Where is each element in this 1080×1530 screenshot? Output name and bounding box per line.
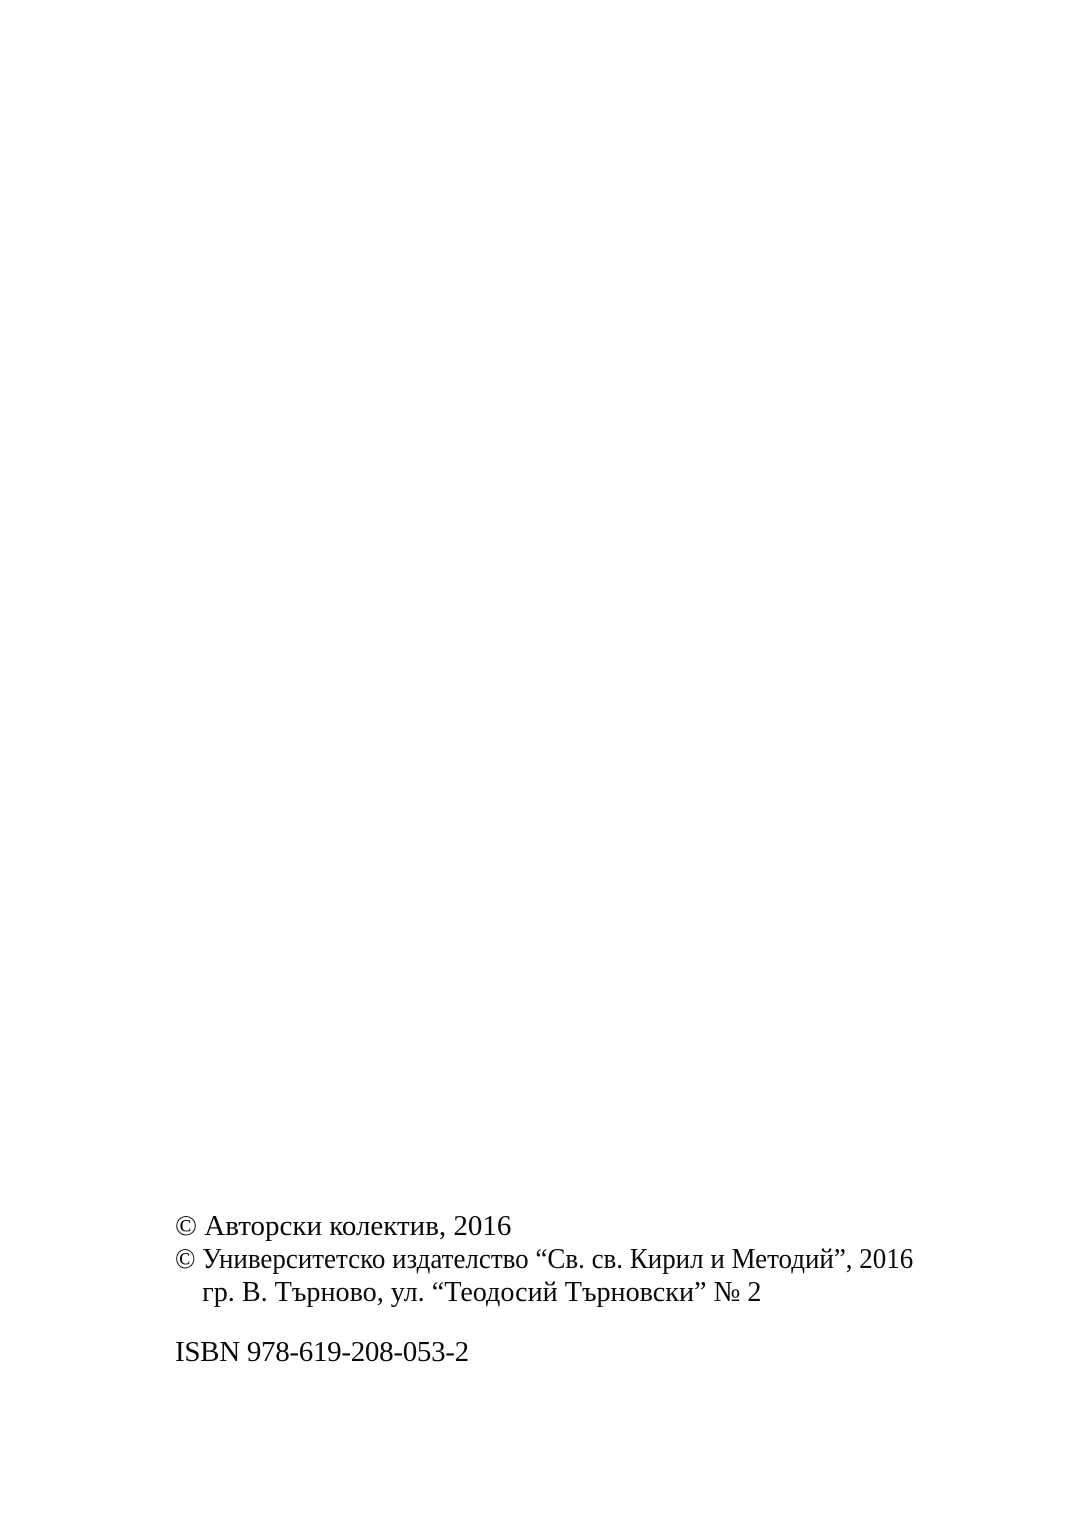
publisher-address-line: гр. В. Търново, ул. “Теодосий Търновски” № 2	[202, 1276, 762, 1308]
isbn-line: ISBN 978-619-208-053-2	[175, 1336, 469, 1368]
imprint-block	[175, 1210, 975, 1369]
copyright-authors-line: © Авторски колектив, 2016	[175, 1210, 512, 1242]
copyright-publisher-line: © Университетско издателство “Св. св. Кирил и Методий”, 2016	[175, 1243, 914, 1275]
